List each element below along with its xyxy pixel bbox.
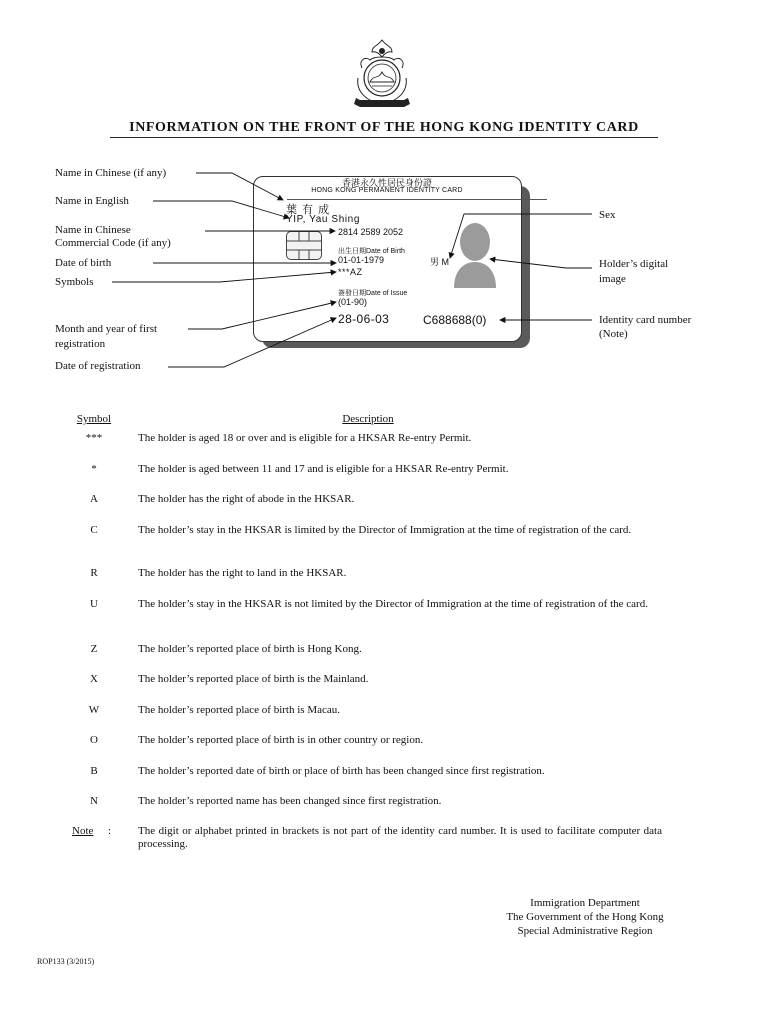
page-title: INFORMATION ON THE FRONT OF THE HONG KONG IDENTITY CARD bbox=[129, 120, 639, 135]
table-row-symbol: *** bbox=[85, 432, 103, 444]
table-row-symbol: * bbox=[91, 463, 97, 475]
table-row-description: The holder has the right of abode in the HKSAR. bbox=[138, 493, 355, 505]
label-id-number-2: (Note) bbox=[599, 328, 628, 340]
card-name-chinese: 葉 有 成 bbox=[286, 204, 331, 216]
card-issue-label: 簽發日期Date of Issue bbox=[338, 290, 408, 297]
table-row-symbol: C bbox=[90, 524, 98, 536]
label-first-registration-2: registration bbox=[55, 338, 106, 350]
table-row-symbol: A bbox=[90, 493, 98, 505]
table-row-description: The holder’s reported name has been changed since first registration. bbox=[138, 795, 442, 807]
table-row-description: The holder’s stay in the HKSAR is not limited by the Director of Immigration at the time of registration of the card. bbox=[138, 598, 648, 610]
card-commercial-code: 2814 2589 2052 bbox=[338, 227, 404, 237]
footer-line-2: The Government of the Hong Kong bbox=[506, 911, 664, 923]
note-text: The digit or alphabet printed in brackets is not part of the identity card number. It is used to facilitate computer data processing. bbox=[138, 825, 662, 850]
table-row-symbol: Z bbox=[90, 643, 98, 655]
label-date-of-registration: Date of registration bbox=[55, 360, 141, 372]
table-row-symbol: W bbox=[88, 704, 100, 716]
table-row-symbol: U bbox=[90, 598, 98, 610]
card-header-english: HONG KONG PERMANENT IDENTITY CARD bbox=[311, 187, 463, 194]
table-row-description: The holder’s reported place of birth is the Mainland. bbox=[138, 673, 369, 685]
card-sex: 男 M bbox=[430, 257, 449, 267]
label-date-of-birth: Date of birth bbox=[55, 257, 112, 269]
table-row-description: The holder has the right to land in the HKSAR. bbox=[138, 567, 347, 579]
note-label: Note bbox=[72, 825, 94, 837]
table-header-symbol: Symbol bbox=[76, 413, 112, 425]
label-digital-image-1: Holder’s digital bbox=[599, 258, 669, 270]
table-row-description: The holder’s stay in the HKSAR is limited by the Director of Immigration at the time of registration of the card. bbox=[138, 524, 632, 536]
card-name-english: YIP, Yau Shing bbox=[286, 214, 361, 225]
table-row-symbol: O bbox=[90, 734, 98, 746]
note-colon: : bbox=[108, 825, 112, 837]
label-commercial-code-1: Name in Chinese bbox=[55, 224, 131, 236]
table-row-description: The holder is aged 18 or over and is eligible for a HKSAR Re-entry Permit. bbox=[138, 432, 472, 444]
label-name-english: Name in English bbox=[55, 195, 129, 207]
card-dob-label: 出生日期Date of Birth bbox=[338, 248, 405, 255]
card-id-number: C688688(0) bbox=[423, 313, 487, 327]
table-row-description: The holder is aged between 11 and 17 and is eligible for a HKSAR Re-entry Permit. bbox=[138, 463, 509, 475]
table-row-description: The holder’s reported place of birth is Macau. bbox=[138, 704, 341, 716]
label-digital-image-2: image bbox=[599, 273, 626, 285]
card-header-chinese: 香港永久性居民身份證 bbox=[341, 178, 432, 188]
footer-line-1: Immigration Department bbox=[530, 897, 640, 909]
form-code: ROP133 (3/2015) bbox=[37, 957, 95, 966]
table-row-symbol: R bbox=[90, 567, 98, 579]
card-symbols: ***AZ bbox=[338, 267, 363, 277]
table-header-description: Description bbox=[342, 413, 394, 425]
card-dob: 01-01-1979 bbox=[338, 255, 385, 265]
label-commercial-code-2: Commercial Code (if any) bbox=[55, 237, 171, 249]
footer-line-3: Special Administrative Region bbox=[517, 925, 653, 937]
table-row-description: The holder’s reported place of birth is in other country or region. bbox=[138, 734, 424, 746]
card-registration-date: 28-06-03 bbox=[338, 312, 390, 326]
table-row-description: The holder’s reported date of birth or place of birth has been changed since first registration. bbox=[138, 765, 545, 777]
label-symbols: Symbols bbox=[55, 276, 94, 288]
label-name-chinese: Name in Chinese (if any) bbox=[55, 167, 167, 179]
label-sex: Sex bbox=[599, 209, 616, 221]
card-first-registration: (01-90) bbox=[338, 297, 368, 307]
table-row-symbol: B bbox=[90, 765, 98, 777]
table-row-symbol: X bbox=[90, 673, 98, 685]
label-id-number-1: Identity card number bbox=[599, 314, 692, 326]
label-first-registration-1: Month and year of first bbox=[55, 323, 158, 335]
table-row-symbol: N bbox=[90, 795, 98, 807]
table-row-description: The holder’s reported place of birth is Hong Kong. bbox=[138, 643, 362, 655]
